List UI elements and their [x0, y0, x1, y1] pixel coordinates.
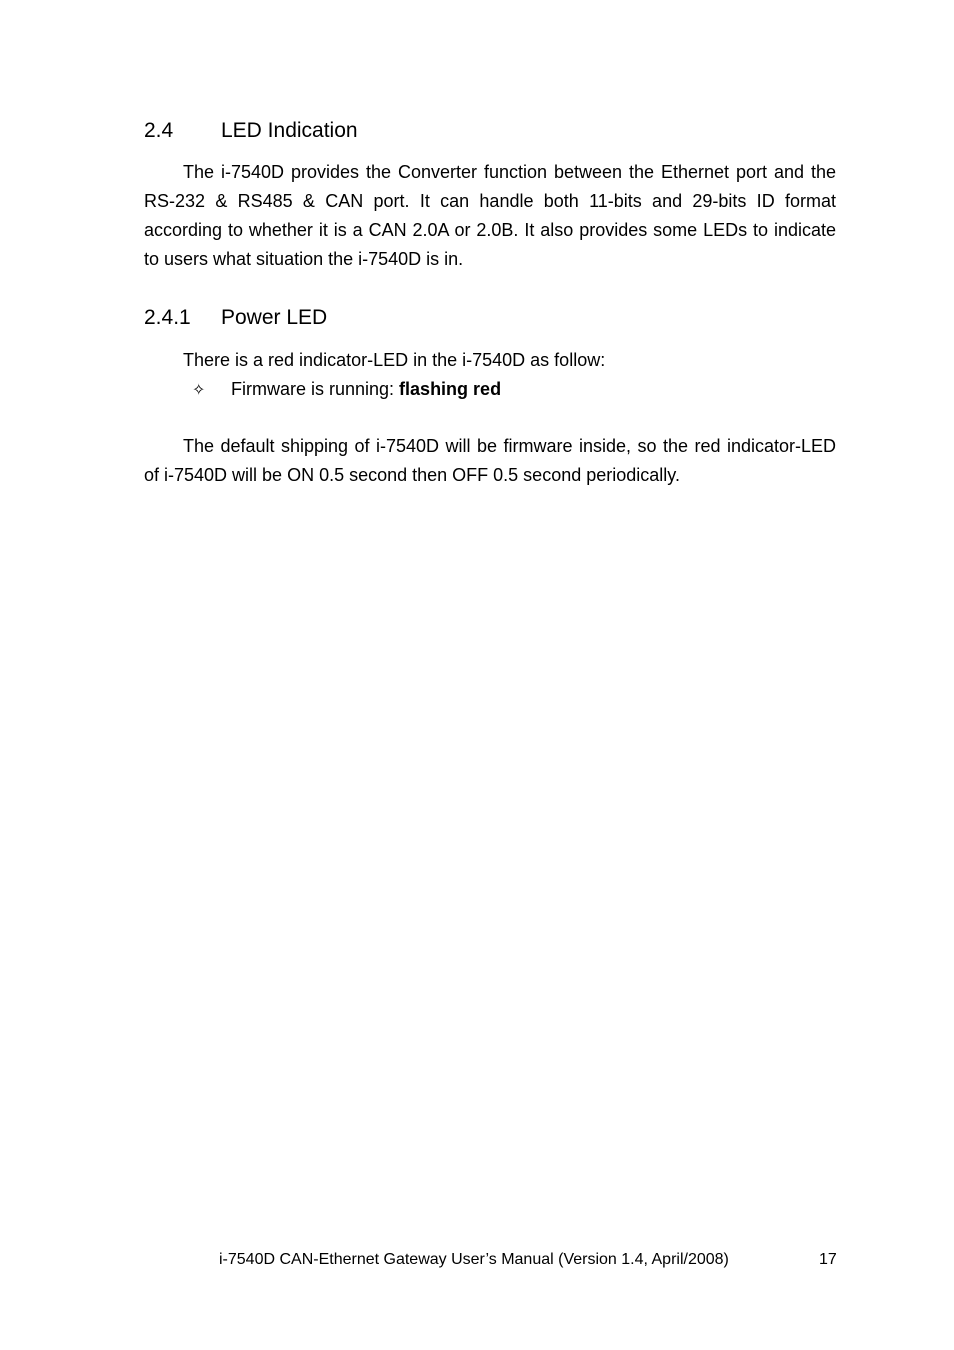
subsection-heading	[144, 305, 327, 331]
section-paragraph: The i-7540D provides the Converter function between the Ethernet port and the RS-232 & RS485 & CAN port. It can handle both 11-bits and 29-bits ID format according to whether it is a CAN 2.0A or 2.0B. It also provides some LEDs to indicate to users what situation the i-7540D is in.	[144, 162, 836, 269]
subsection-number: 2.4.1	[144, 306, 191, 329]
section-number: 2.4	[144, 119, 174, 142]
bullet-label: Firmware is running:	[231, 379, 400, 399]
four-pointed-star-outline-icon: ✧	[192, 380, 206, 399]
footer-title: i-7540D CAN-Ethernet Gateway User’s Manual (Version 1.4, April/2008)	[219, 1251, 729, 1268]
page-number: 17	[819, 1251, 837, 1268]
section-heading	[144, 118, 358, 144]
bullet-value: flashing red	[399, 379, 502, 399]
subsection-intro: There is a red indicator-LED in the i-7540D as follow:	[183, 350, 606, 370]
section-title: LED Indication	[221, 119, 358, 142]
subsection-paragraph: The default shipping of i-7540D will be firmware inside, so the red indicator-LED of i-7540D will be ON 0.5 second then OFF 0.5 second periodically.	[144, 436, 836, 485]
list-item	[192, 375, 501, 404]
subsection-title: Power LED	[221, 306, 328, 329]
